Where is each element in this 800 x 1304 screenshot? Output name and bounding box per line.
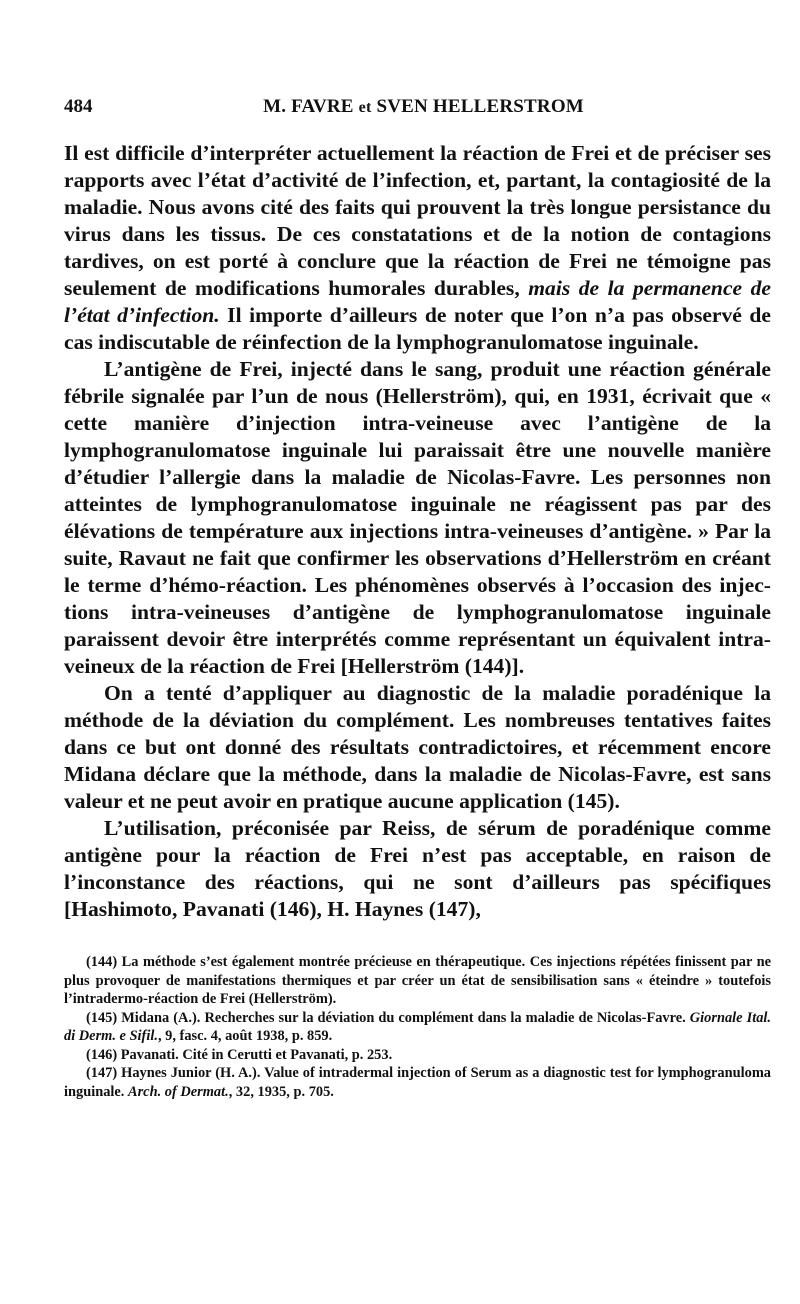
- paragraph: [64, 140, 771, 356]
- footnote: [64, 1064, 771, 1101]
- text-segment: Il est difficile d’interpréter actuellement la réaction de Frei et de préciser ses rapports avec l’état d’activité de l’infection, et, partant, la contagiosité de la maladie. Nous avons cité des faits qui prouvent la très longue persistance du virus dans les tissus. De ces constatations et de la notion de contagions tardives, on est porté à conclure que la réaction de Frei ne témoigne pas seulement de modifications humorales durables,: [64, 141, 771, 300]
- italic-text-segment: Giornale Ital. di Derm. e Sifil.: [64, 1009, 771, 1044]
- text-segment: (144) La méthode s’est également montrée précieuse en thérapeutique. Ces injections répétées finissent par ne plus provoquer de manifestations thermiques et par créer un état de sensibilisation sans « éteindre » toutefois l’intradermo-réaction de Frei (Hellerström).: [64, 954, 771, 1007]
- running-head: [64, 96, 771, 118]
- text-segment: , 32, 1935, p. 705.: [228, 1083, 334, 1100]
- running-head-author-2: SVEN HELLERSTROM: [376, 96, 584, 117]
- text-segment: (145) Midana (A.). Recherches sur la déviation du complément dans la maladie de Nicolas-Favre.: [86, 1009, 690, 1026]
- footnote: [64, 1009, 771, 1046]
- text-segment: Il importe d’ailleurs de noter que l’on n’a pas observé de cas indiscutable de réinfection de la lymphogranulomatose inguinale.: [64, 303, 772, 354]
- text-segment: (146) Pavanati. Cité in Cerutti et Pavanati, p. 253.: [86, 1046, 393, 1063]
- italic-text-segment: Arch. of Dermat.: [127, 1083, 229, 1100]
- running-head-author-1: M. FAVRE: [263, 96, 354, 117]
- text-segment: L’utilisation, préconisée par Reiss, de sérum de poradénique comme antigène pour la réaction de Frei n’est pas acceptable, en raison de l’inconstance des réactions, qui ne sont d’ailleurs pas spécifiques [Hashimoto, Pavanati (146), H. Haynes (147),: [64, 816, 771, 921]
- running-head-conjunction: et: [358, 99, 372, 116]
- text-segment: L’antigène de Frei, injecté dans le sang, produit une réaction générale fébrile signalée par l’un de nous (Hellerström), qui, en 1931, écrivait que « cette manière d’injection intra-veineuse avec l’antigène de la lymphogranulomatose inguinale lui paraissait être une nouvelle manière d’étudier l’allergie dans la maladie de Nicolas-Favre. Les personnes non atteintes de lymphogranulomatose inguinale ne réagissent pas par des élévations de température aux injections intra-veineuses d’antigène. » Par la suite, Ravaut ne fait que confirmer les observations d’Hellerström en créant le terme d’hémo-réaction. Les phénomènes observés à l’occasion des injections intra-veineuses d’antigène de lymphogranulomatose inguinale paraissent devoir être interprétés comme représentant un équivalent intra-veineux de la réaction de Frei [Hellerström (144)].: [64, 357, 771, 678]
- page-number: 484: [64, 96, 93, 117]
- paragraph: [64, 356, 771, 680]
- italic-text-segment: mais de la permanence de l’état d’infection.: [64, 276, 771, 327]
- text-segment: , 9, fasc. 4, août 1938, p. 859.: [157, 1028, 333, 1044]
- paragraph: [64, 680, 771, 815]
- footnote: [64, 953, 771, 1009]
- footnote: [64, 1046, 771, 1065]
- footnotes: [64, 953, 771, 1101]
- text-segment: (147) Haynes Junior (H. A.). Value of intradermal injection of Serum as a diagnostic test for lymphogranuloma inguinale.: [64, 1065, 771, 1100]
- text-segment: On a tenté d’appliquer au diagnostic de la maladie poradénique la méthode de la déviation du complément. Les nombreuses tentatives faites dans ce but ont donné des résultats contradictoires, et récemment encore Midana déclare que la méthode, dans la maladie de Nicolas-Favre, est sans valeur et ne peut avoir en pratique aucune application (145).: [64, 681, 771, 813]
- page-header: [64, 96, 771, 136]
- body-text: [64, 140, 771, 923]
- document-page: [64, 96, 771, 1101]
- paragraph: [64, 815, 771, 923]
